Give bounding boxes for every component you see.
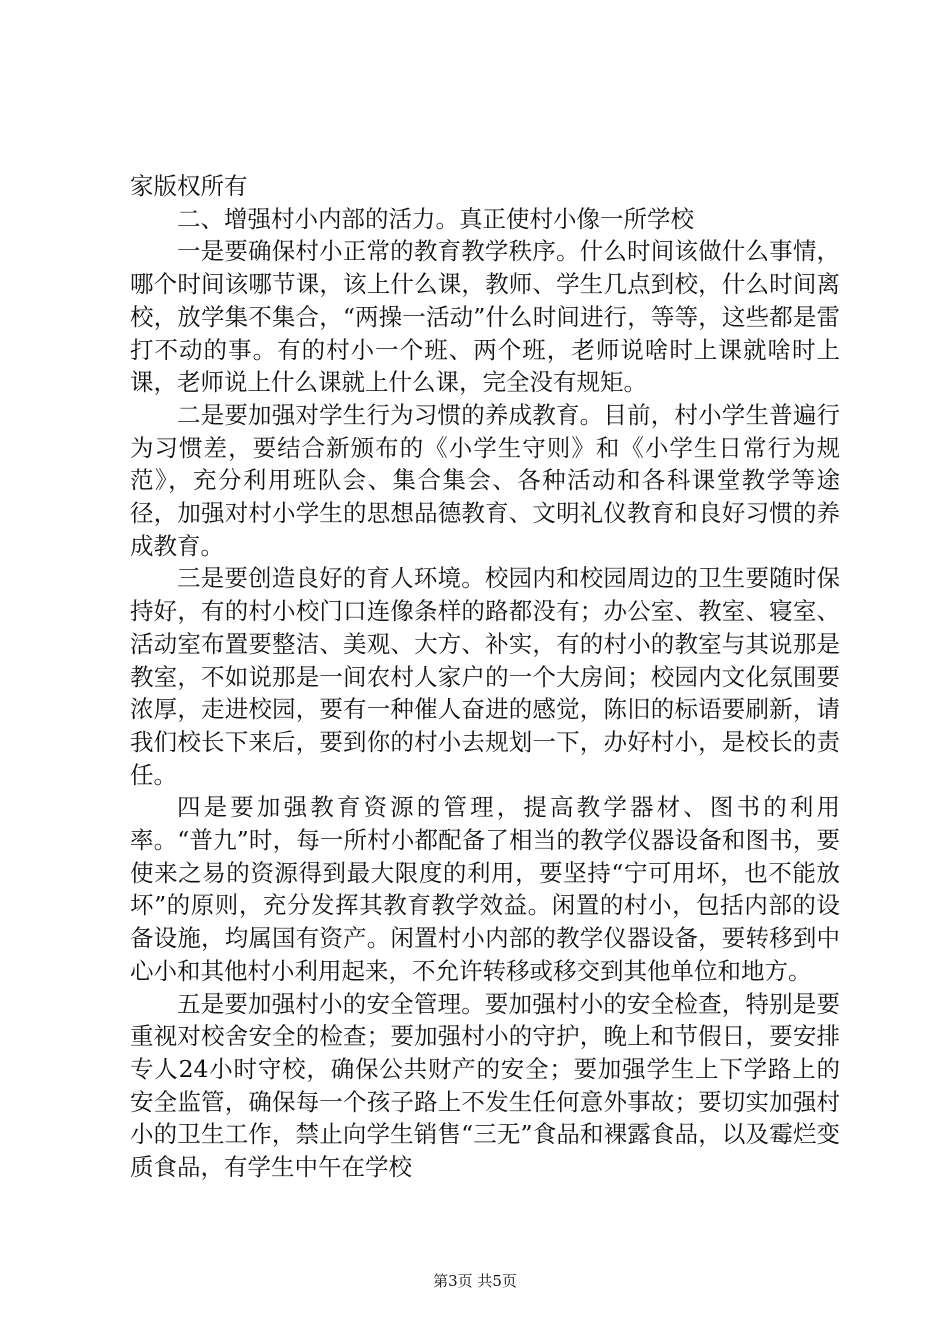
page-number-footer: 第3页 共5页 [433,1272,517,1290]
document-body [130,170,840,1184]
section-heading: 二、增强村小内部的活力。真正使村小像一所学校 [177,204,694,233]
paragraph-resource-management: 四是要加强教育资源的管理，提高教学器材、图书的利用率。“普九”时，每一所村小都配备了相当的教学仪器设备和图书，要使来之易的资源得到最大限度的利用，要坚持“宁可用坏，也不能放坏”的原则，充分发挥其教育教学效益。闲置的村小，包括内部的设备设施，均属国有资产。闲置村小内部的教学仪器设备，要转移到中心小和其他村小利用起来，不允许转移或移交到其他单位和地方。 [130,793,840,985]
paragraph-safety-management: 五是要加强村小的安全管理。要加强村小的安全检查，特别是要重视对校舍安全的检查；要加强村小的守护，晚上和节假日，要安排专人24小时守校，确保公共财产的安全；要加强学生上下学路上的安全监管，确保每一个孩子路上不发生任何意外事故；要切实加强村小的卫生工作，禁止向学生销售“三无”食品和裸露食品，以及霉烂变质食品，有学生中午在学校 [130,989,840,1182]
continued-text-fragment: 家版权所有 [130,172,248,200]
paragraph-teaching-order: 一是要确保村小正常的教育教学秩序。什么时间该做什么事情，哪个时间该哪节课，该上什么课，教师、学生几点到校，什么时间离校，放学集不集合，“两操一活动”什么时间进行，等等，这些都是雷打不动的事。有的村小一个班、两个班，老师说啥时上课就啥时上课，老师说上什么课就上什么课，完全没有规矩。 [130,237,840,397]
paragraph-environment: 三是要创造良好的育人环境。校园内和校园周边的卫生要随时保持好，有的村小校门口连像条样的路都没有；办公室、教室、寝室、活动室布置要整洁、美观、大方、补实，有的村小的教室与其说那是教室，不如说那是一间农村人家户的一个大房间；校园内文化氛围要浓厚，走进校园，要有一种催人奋进的感觉，陈旧的标语要刷新，请我们校长下来后，要到你的村小去规划一下，办好村小，是校长的责任。 [130,564,840,789]
paragraph-behavior-education: 二是要加强对学生行为习惯的养成教育。目前，村小学生普遍行为习惯差，要结合新颁布的《小学生守则》和《小学生日常行为规范》，充分利用班队会、集合集会、各种活动和各科课堂教学等途径，加强对村小学生的思想品德教育、文明礼仪教育和良好习惯的养成教育。 [130,400,840,560]
